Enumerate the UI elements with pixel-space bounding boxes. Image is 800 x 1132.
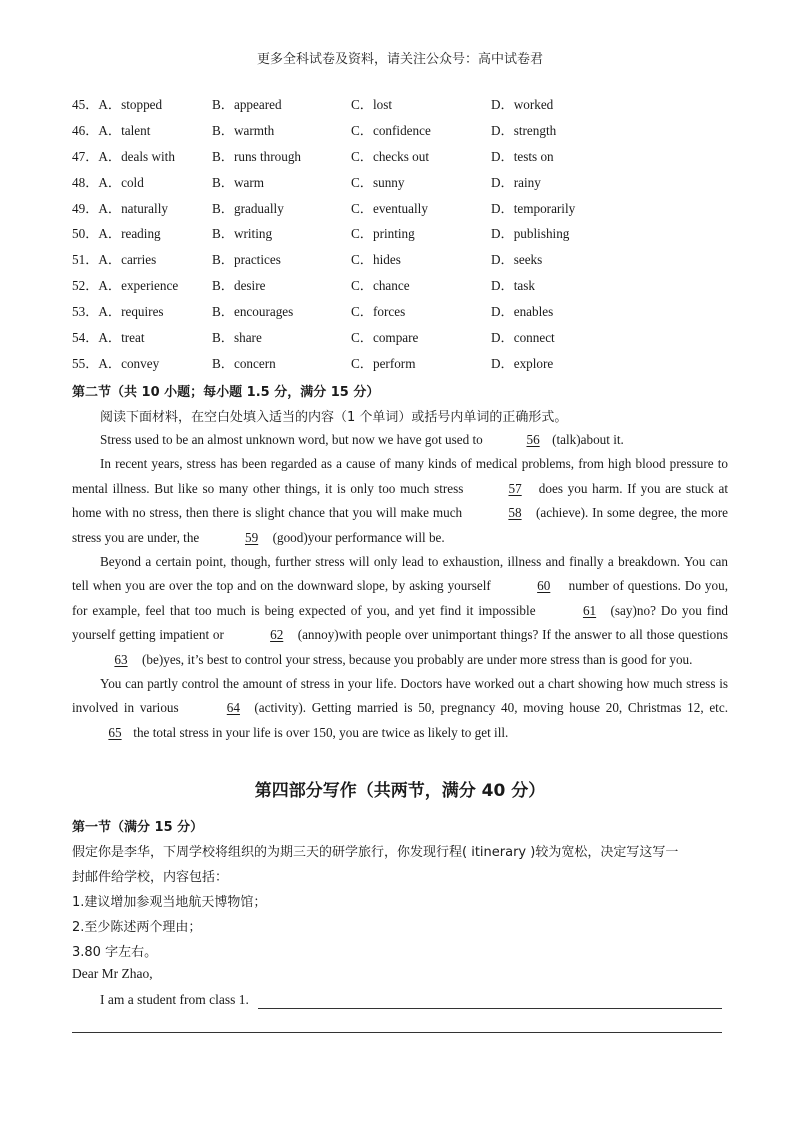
option-text: C．checks out [351, 148, 430, 164]
option-c[interactable] [351, 120, 431, 142]
option-c[interactable] [351, 198, 428, 220]
question-number: 52． [72, 278, 99, 294]
letter-opening: I am a student from class 1. [100, 992, 249, 1007]
option-text: B．writing [212, 226, 273, 242]
option-text: C．perform [351, 355, 416, 371]
option-d[interactable] [491, 172, 541, 194]
option-text: C．lost [351, 97, 393, 112]
option-c[interactable] [351, 249, 401, 271]
writing-section1-title: 第一节（满分 15 分） [72, 820, 204, 835]
option-text: B．share [212, 330, 262, 346]
option-text: B．encourages [212, 304, 294, 320]
question-number: 53． [72, 304, 99, 320]
option-text: B．runs through [212, 148, 302, 164]
cloze-passage [72, 428, 728, 745]
option-text: C．hides [351, 252, 401, 268]
question-row [72, 94, 712, 120]
option-a[interactable] [72, 249, 156, 271]
option-d[interactable] [491, 94, 553, 116]
passage-paragraph: In recent years, stress has been regarded as a cause of many kinds of medical problems, from high blood pressure to mental illness. But like so many other things, it is only too much stress 57 does you harm. If you are stuck at home with no stress, then there is slight chance that you will make much 58 (achieve). In some degree, the more stress you are under, the 59 (good)your performance will be. [72, 452, 728, 550]
option-text: A．reading [98, 226, 161, 242]
option-a[interactable] [72, 146, 175, 168]
option-text: B．desire [212, 278, 266, 294]
option-b[interactable] [212, 327, 262, 349]
option-d[interactable] [491, 198, 575, 220]
question-number: 47． [72, 148, 99, 164]
blank-61[interactable]: 61 [582, 602, 597, 618]
letter-salutation: Dear Mr Zhao, [72, 966, 153, 981]
passage-paragraph: Stress used to be an almost unknown word, but now we have got used to 56 (talk)about it. [72, 428, 728, 452]
option-text: A．experience [98, 278, 179, 294]
option-text: B．gradually [212, 200, 284, 216]
question-row [72, 223, 712, 249]
option-b[interactable] [212, 120, 274, 142]
question-number: 55． [72, 355, 99, 371]
option-b[interactable] [212, 223, 272, 245]
option-c[interactable] [351, 172, 405, 194]
option-b[interactable] [212, 198, 284, 220]
option-text: C．printing [351, 226, 415, 242]
option-text: A．requires [98, 304, 164, 320]
option-text: C．confidence [351, 122, 431, 138]
question-row [72, 275, 712, 301]
writing-answer-line[interactable] [72, 1032, 722, 1033]
option-a[interactable] [72, 198, 168, 220]
option-text: C．compare [351, 330, 419, 346]
option-d[interactable] [491, 120, 556, 142]
option-a[interactable] [72, 353, 159, 375]
option-c[interactable] [351, 146, 429, 168]
option-text: A．treat [98, 330, 145, 346]
option-d[interactable] [491, 327, 555, 349]
option-text: A．carries [98, 252, 157, 268]
blank-64[interactable]: 64 [226, 700, 240, 716]
option-a[interactable] [72, 94, 162, 116]
option-d[interactable] [491, 275, 535, 297]
question-row [72, 301, 712, 327]
writing-answer-line[interactable] [258, 1008, 722, 1009]
option-text: D．seeks [491, 252, 543, 268]
question-number: 50． [72, 226, 99, 242]
section2-instruction: 阅读下面材料，在空白处填入适当的内容（1 个单词）或括号内单词的正确形式。 [100, 410, 568, 425]
option-text: B．warmth [212, 122, 275, 138]
option-d[interactable] [491, 223, 569, 245]
part4-title: 第四部分写作（共两节，满分 40 分） [254, 781, 546, 801]
question-row [72, 172, 712, 198]
option-text: C．chance [351, 278, 410, 294]
option-text: C．forces [351, 304, 406, 320]
option-text: B．appeared [212, 97, 282, 112]
option-b[interactable] [212, 249, 281, 271]
option-a[interactable] [72, 172, 144, 194]
writing-requirement-2: 2.至少陈述两个理由； [72, 920, 202, 935]
blank-65[interactable]: 65 [108, 724, 122, 740]
option-text: D．connect [491, 330, 555, 346]
option-text: A．deals with [98, 148, 175, 164]
option-a[interactable] [72, 327, 145, 349]
option-b[interactable] [212, 146, 301, 168]
option-b[interactable] [212, 172, 264, 194]
option-text: C．eventually [351, 200, 428, 216]
option-text: D．worked [491, 97, 554, 112]
option-a[interactable] [72, 120, 150, 142]
multiple-choice-list [72, 94, 712, 379]
option-c[interactable] [351, 301, 405, 323]
section2-title: 第二节（共 10 小题；每小题 1.5 分，满分 15 分） [72, 385, 380, 400]
option-c[interactable] [351, 275, 410, 297]
option-text: D．tests on [491, 148, 554, 164]
option-c[interactable] [351, 223, 415, 245]
question-row [72, 327, 712, 353]
option-b[interactable] [212, 94, 282, 116]
option-b[interactable] [212, 275, 265, 297]
passage-paragraph: Beyond a certain point, though, further stress will only lead to exhaustion, illness and finally a breakdown. You can tell when you are over the top and on the downward slope, by asking yourself 60 number of questions. Do you, for example, feel that too much is being expected of you, and yet find it impossible 61 (say)no? Do you find yourself getting impatient or 62 (annoy)with people over unimportant things? If the answer to all those questions 63 (be)yes, it’s best to control your stress, because you probably are under more stress than is good for you. [72, 550, 728, 672]
blank-58[interactable]: 58 [508, 505, 522, 521]
question-row [72, 146, 712, 172]
option-c[interactable] [351, 94, 392, 116]
blank-56[interactable]: 56 [526, 432, 540, 447]
option-text: B．concern [212, 355, 276, 371]
blank-59[interactable]: 59 [244, 529, 259, 545]
question-number: 45． [72, 97, 99, 112]
question-row [72, 120, 712, 146]
question-number: 48． [72, 174, 99, 190]
option-text: A．cold [98, 174, 144, 190]
blank-63[interactable]: 63 [114, 651, 128, 667]
question-row [72, 353, 712, 379]
option-c[interactable] [351, 327, 418, 349]
option-text: A．stopped [98, 97, 163, 112]
writing-prompt-line1: 假定你是李华，下周学校将组织的为期三天的研学旅行，你发现行程( itinerary )较为宽松，决定写这写一 [72, 845, 679, 860]
writing-prompt-line2: 封邮件给学校，内容包括： [72, 870, 229, 885]
option-text: B．warm [212, 174, 265, 190]
question-number: 46． [72, 122, 99, 138]
option-a[interactable] [72, 301, 164, 323]
question-number: 54． [72, 330, 99, 346]
option-c[interactable] [351, 353, 415, 375]
option-text: D．temporarily [491, 200, 576, 216]
option-d[interactable] [491, 353, 553, 375]
option-text: D．enables [491, 304, 554, 320]
passage-paragraph: You can partly control the amount of stress in your life. Doctors have worked out a chart showing how much stress is involved in various 64 (activity). Getting married is 50, pregnancy 40, moving house 20, Christmas 12, etc. 65 the total stress in your life is over 150, you are twice as likely to get ill. [72, 672, 728, 745]
option-text: D．task [491, 278, 535, 294]
writing-requirement-3: 3.80 字左右。 [72, 945, 158, 960]
blank-57[interactable]: 57 [508, 480, 522, 496]
option-text: D．publishing [491, 226, 570, 242]
question-number: 49． [72, 200, 99, 216]
page-header: 更多全科试卷及资料，请关注公众号：高中试卷君 [256, 52, 543, 67]
question-row [72, 198, 712, 224]
option-text: B．practices [212, 252, 281, 268]
question-row [72, 249, 712, 275]
question-number: 51． [72, 252, 99, 268]
writing-requirement-1: 1.建议增加参观当地航天博物馆； [72, 895, 267, 910]
option-a[interactable] [72, 223, 161, 245]
blank-60[interactable]: 60 [537, 578, 551, 594]
blank-62[interactable]: 62 [270, 627, 284, 643]
option-text: D．explore [491, 355, 554, 371]
option-text: A．talent [98, 122, 151, 138]
option-text: A．naturally [98, 200, 168, 216]
option-b[interactable] [212, 301, 293, 323]
option-d[interactable] [491, 146, 554, 168]
option-text: D．rainy [491, 174, 541, 190]
option-text: A．convey [98, 355, 160, 371]
option-text: D．strength [491, 122, 557, 138]
option-a[interactable] [72, 275, 178, 297]
option-d[interactable] [491, 301, 553, 323]
option-b[interactable] [212, 353, 276, 375]
option-d[interactable] [491, 249, 542, 271]
option-text: C．sunny [351, 174, 405, 190]
